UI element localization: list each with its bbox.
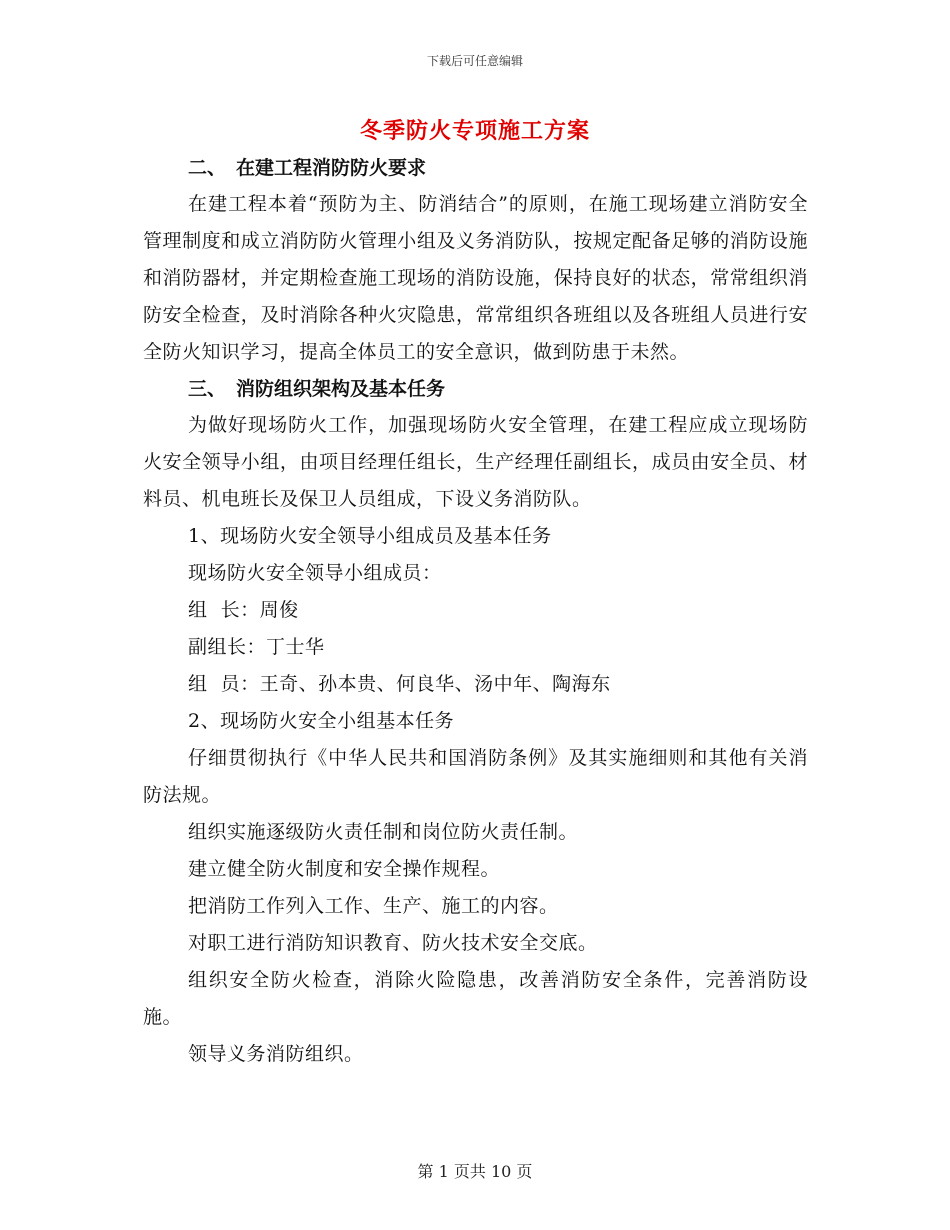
section-number: 三、 xyxy=(188,378,227,400)
task-item: 仔细贯彻执行《中华人民共和国消防条例》及其实施细则和其他有关消防法规。 xyxy=(143,747,808,806)
members-label: 现场防火安全领导小组成员： xyxy=(188,562,442,584)
task-item: 对职工进行消防知识教育、防火技术安全交底。 xyxy=(188,932,598,954)
section-number: 二、 xyxy=(188,157,227,179)
section-heading-2 xyxy=(143,150,808,186)
task-item: 领导义务消防组织。 xyxy=(188,1043,364,1065)
subsection-title: 1、现场防火安全领导小组成员及基本任务 xyxy=(188,525,552,547)
members-line: 组 员：王奇、孙本贵、何良华、汤中年、陶海东 xyxy=(188,673,611,695)
section-title: 在建工程消防防火要求 xyxy=(236,157,427,179)
deputy-line: 副组长：丁士华 xyxy=(188,636,325,658)
section-title: 消防组织架构及基本任务 xyxy=(236,378,446,400)
paragraph: 为做好现场防火工作，加强现场防火安全管理，在建工程应成立现场防火安全领导小组，由项目经理任组长，生产经理任副组长，成员由安全员、材料员、机电班长及保卫人员组成，下设义务消防队。 xyxy=(143,414,808,510)
subsection-title: 2、现场防火安全小组基本任务 xyxy=(188,710,455,732)
task-item: 把消防工作列入工作、生产、施工的内容。 xyxy=(188,895,559,917)
task-item: 组织安全防火检查，消除火险隐患，改善消防安全条件，完善消防设施。 xyxy=(143,969,808,1028)
section-heading-3 xyxy=(143,371,808,407)
document-body xyxy=(143,150,808,1073)
document-title: 冬季防火专项施工方案 xyxy=(359,118,590,144)
paragraph: 在建工程本着“预防为主、防消结合”的原则，在施工现场建立消防安全管理制度和成立消防防火管理小组及义务消防队，按规定配备足够的消防设施和消防器材，并定期检查施工现场的消防设施，保持良好的状态，常常组织消防安全检查，及时消除各种火灾隐患，常常组织各班组以及各班组人员进行安全防火知识学习，提高全体员工的安全意识，做到防患于未然。 xyxy=(143,193,808,363)
task-item: 组织实施逐级防火责任制和岗位防火责任制。 xyxy=(188,821,579,843)
page-footer: 第 1 页共 10 页 xyxy=(417,1162,533,1181)
page-header: 下载后可任意编辑 xyxy=(426,54,523,68)
task-item: 建立健全防火制度和安全操作规程。 xyxy=(188,858,501,880)
leader-line: 组 长：周俊 xyxy=(188,599,299,621)
